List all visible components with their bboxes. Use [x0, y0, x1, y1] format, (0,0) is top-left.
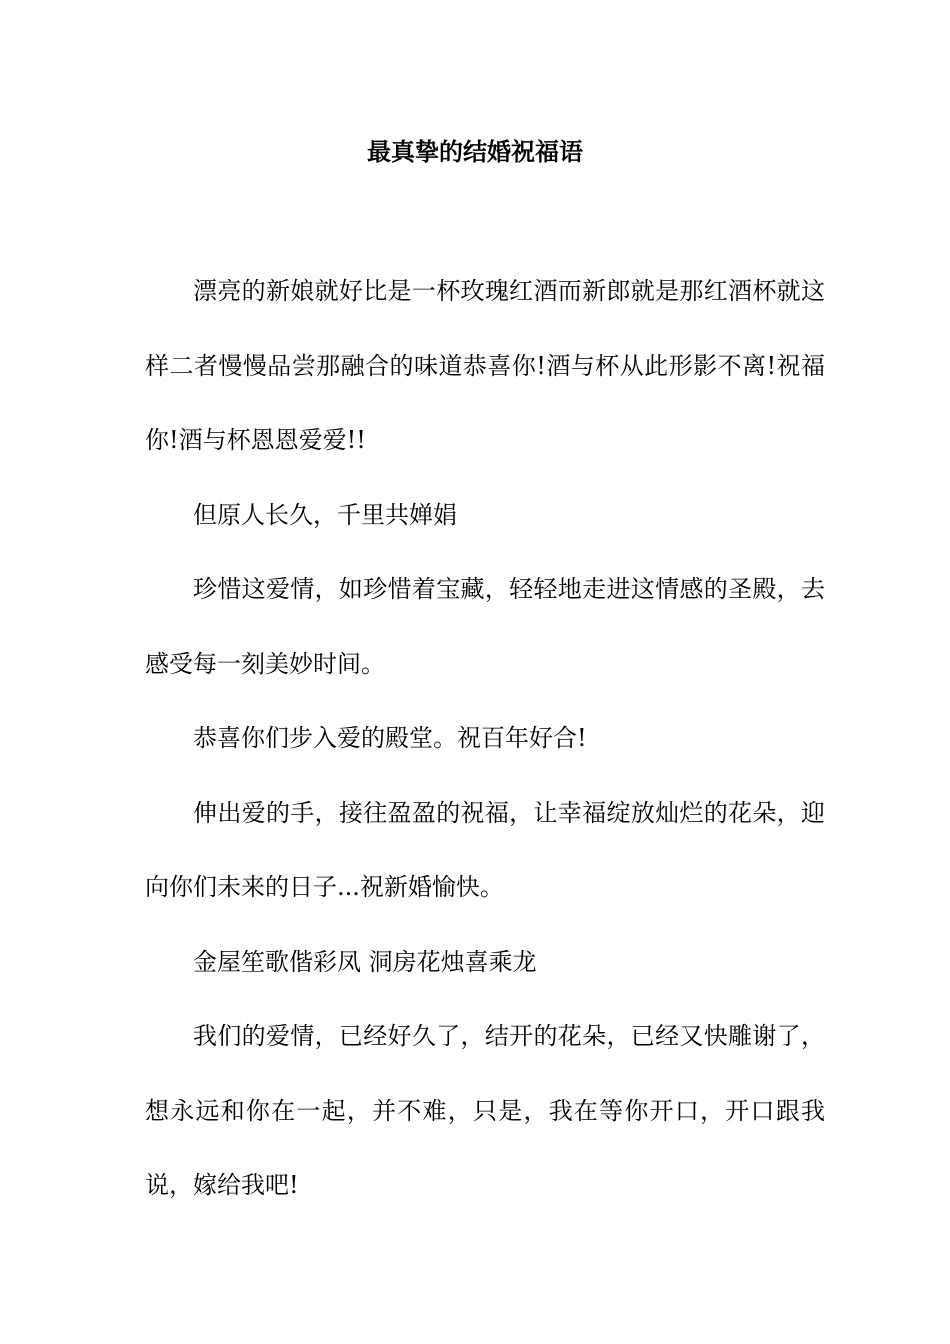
paragraph-5: 伸出爱的手，接往盈盈的祝福，让幸福绽放灿烂的花朵，迎向你们未来的日子...祝新婚愉快。: [145, 798, 825, 901]
paragraph-2: 但原人长久，千里共婵娟: [193, 500, 457, 529]
document-title: 最真挚的结婚祝福语: [367, 137, 583, 166]
paragraph-3: 珍惜这爱情，如珍惜着宝藏，轻轻地走进这情感的圣殿，去感受每一刻美妙时间。: [145, 575, 825, 678]
document-body: [145, 254, 825, 1223]
paragraph-1: 漂亮的新娘就好比是一杯玫瑰红酒而新郎就是那红酒杯就这样二者慢慢品尝那融合的味道恭喜你!酒与杯从此形影不离!祝福你!酒与杯恩恩爱爱!!: [145, 277, 825, 454]
paragraph-4: 恭喜你们步入爱的殿堂。祝百年好合!: [193, 724, 587, 752]
paragraph-7: 我们的爱情，已经好久了，结开的花朵，已经又快雕谢了，想永远和你在一起，并不难，只是，我在等你开口，开口跟我说，嫁给我吧!: [145, 1022, 825, 1199]
paragraph-6: 金屋笙歌偕彩凤 洞房花烛喜乘龙: [193, 947, 537, 976]
